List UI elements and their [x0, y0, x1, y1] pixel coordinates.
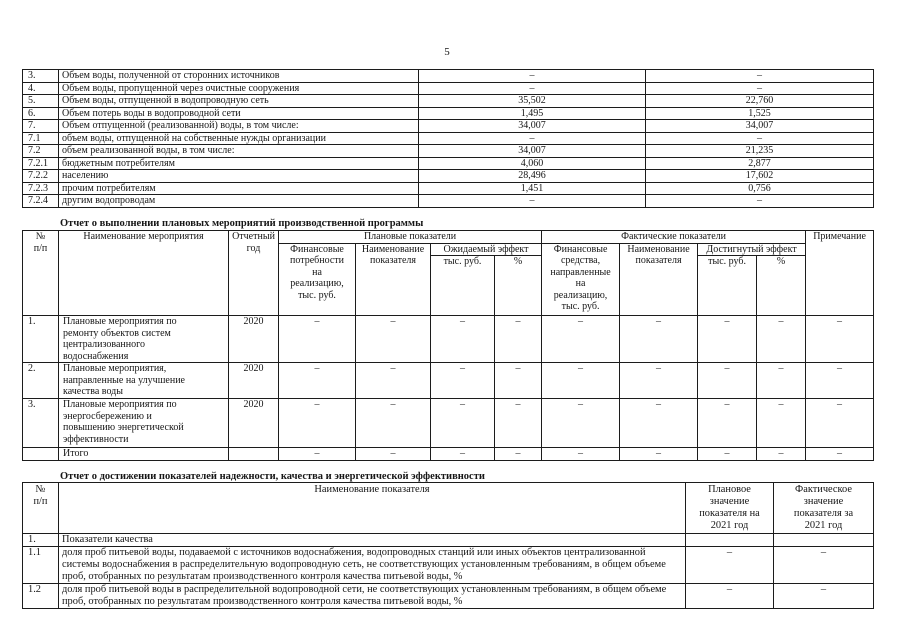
row-number: 2. [23, 363, 59, 399]
value-cell: – [495, 448, 542, 461]
value-cell: – [698, 363, 757, 399]
header-activity-name: Наименование мероприятия [59, 231, 229, 316]
row-number: 7.2.2 [23, 170, 59, 183]
table-row [23, 70, 874, 83]
value-cell: – [542, 363, 620, 399]
total-label: Итого [59, 448, 229, 461]
value-cell: – [542, 399, 620, 448]
value-cell: – [646, 132, 874, 145]
row-number: 6. [23, 107, 59, 120]
row-name: Объем воды, отпущенной в водопроводную сеть [59, 95, 419, 108]
value-cell: – [279, 448, 356, 461]
value-cell: – [806, 316, 874, 363]
value-cell: 34,007 [419, 145, 646, 158]
header-actual-value: Фактическое значение показателя за 2021 год [774, 483, 874, 534]
value-cell: – [757, 448, 806, 461]
value-cell: – [774, 547, 874, 584]
reporting-year: 2020 [229, 316, 279, 363]
table-row [23, 363, 874, 399]
value-cell: 2,877 [646, 157, 874, 170]
value-cell: – [646, 195, 874, 208]
value-cell: – [279, 363, 356, 399]
row-name: Объем отпущенной (реализованной) воды, в том числе: [59, 120, 419, 133]
water-volume-table [22, 69, 874, 208]
value-cell: – [542, 448, 620, 461]
row-number: 1. [23, 534, 59, 547]
indicator-name: доля проб питьевой воды в распределительной водопроводной сети, не соответствующих установленным требованиям, в общем объеме проб, отобранных по результатам производственного контроля качества питьевой воды, % [59, 584, 686, 609]
row-name: Объем потерь воды в водопроводной сети [59, 107, 419, 120]
row-number: 7.2.1 [23, 157, 59, 170]
table-row [23, 132, 874, 145]
value-cell: – [757, 316, 806, 363]
row-name: объем реализованной воды, в том числе: [59, 145, 419, 158]
header-note: Примечание [806, 231, 874, 316]
value-cell: – [279, 399, 356, 448]
value-cell: – [774, 584, 874, 609]
table-row [23, 547, 874, 584]
value-cell: – [686, 584, 774, 609]
table-row [23, 145, 874, 158]
row-number: 1.1 [23, 547, 59, 584]
value-cell: – [279, 316, 356, 363]
section-name: Показатели качества [59, 534, 686, 547]
row-number: 7.2 [23, 145, 59, 158]
header-expected-pct: % [495, 256, 542, 316]
table-row [23, 120, 874, 133]
value-cell: – [686, 547, 774, 584]
header-planned-group: Плановые показатели [279, 231, 542, 244]
row-name: бюджетным потребителям [59, 157, 419, 170]
reporting-year: 2020 [229, 363, 279, 399]
row-number: 7. [23, 120, 59, 133]
table-row [23, 157, 874, 170]
header-reporting-year: Отчетный год [229, 231, 279, 316]
value-cell: 21,235 [646, 145, 874, 158]
value-cell: – [419, 82, 646, 95]
value-cell: – [356, 399, 431, 448]
header-row [23, 483, 874, 534]
value-cell: – [806, 399, 874, 448]
program-activities-table [22, 230, 874, 461]
value-cell: – [757, 363, 806, 399]
program-report-title: Отчет о выполнении плановых мероприятий производственной программы [60, 218, 424, 229]
table-row [23, 399, 874, 448]
value-cell: – [620, 448, 698, 461]
indicator-name: доля проб питьевой воды, подаваемой с источников водоснабжения, водопроводных станций или иных объектов централизованной системы водоснабжения в распределительную водопроводную сеть, не соответствующих установленным требованиям, в общем объеме проб, отобранных по результатам производственного контроля качества питьевой воды, % [59, 547, 686, 584]
value-cell: – [495, 363, 542, 399]
header-row [23, 231, 874, 244]
row-number: 7.2.4 [23, 195, 59, 208]
table-row [23, 195, 874, 208]
table-row [23, 170, 874, 183]
header-number: № п/п [23, 483, 59, 534]
value-cell: – [542, 316, 620, 363]
header-planned-value: Плановое значение показателя на 2021 год [686, 483, 774, 534]
table-row [23, 107, 874, 120]
value-cell: – [356, 316, 431, 363]
row-number: 7.2.3 [23, 182, 59, 195]
value-cell: – [356, 448, 431, 461]
row-name: Объем воды, пропущенной через очистные сооружения [59, 82, 419, 95]
value-cell: – [698, 316, 757, 363]
value-cell: 28,496 [419, 170, 646, 183]
row-name: Объем воды, полученной от сторонних источников [59, 70, 419, 83]
value-cell: 1,525 [646, 107, 874, 120]
row-name: другим водопроводам [59, 195, 419, 208]
activity-name: Плановые мероприятия по ремонту объектов систем централизованного водоснабжения [59, 316, 229, 363]
header-expected-rub: тыс. руб. [431, 256, 495, 316]
value-cell: – [431, 363, 495, 399]
table-row [23, 584, 874, 609]
activity-name: Плановые мероприятия по энергосбережению и повышению энергетической эффективности [59, 399, 229, 448]
page-number: 5 [444, 46, 450, 58]
indicators-table [22, 482, 874, 609]
header-planned-finance: Финансовые потребности на реализацию, тыс. руб. [279, 243, 356, 316]
value-cell: – [698, 448, 757, 461]
value-cell: 1,495 [419, 107, 646, 120]
header-indicator-name: Наименование показателя [59, 483, 686, 534]
value-cell: 34,007 [419, 120, 646, 133]
row-name: объем воды, отпущенной на собственные нужды организации [59, 132, 419, 145]
value-cell: – [495, 316, 542, 363]
value-cell: 35,502 [419, 95, 646, 108]
value-cell: – [620, 363, 698, 399]
value-cell: – [419, 132, 646, 145]
value-cell: 0,756 [646, 182, 874, 195]
header-actual-indicator: Наименование показателя [620, 243, 698, 316]
value-cell: – [419, 70, 646, 83]
row-name: прочим потребителям [59, 182, 419, 195]
header-expected-effect: Ожидаемый эффект [431, 243, 542, 256]
table-row [23, 95, 874, 108]
value-cell: – [806, 363, 874, 399]
value-cell: 22,760 [646, 95, 874, 108]
row-number: 4. [23, 82, 59, 95]
value-cell: – [431, 316, 495, 363]
table-row [23, 82, 874, 95]
row-number: 1. [23, 316, 59, 363]
header-achieved-rub: тыс. руб. [698, 256, 757, 316]
header-achieved-pct: % [757, 256, 806, 316]
value-cell: – [698, 399, 757, 448]
header-number: № п/п [23, 231, 59, 316]
value-cell: – [620, 399, 698, 448]
row-number: 3. [23, 70, 59, 83]
value-cell: – [419, 195, 646, 208]
header-actual-group: Фактические показатели [542, 231, 806, 244]
row-number: 7.1 [23, 132, 59, 145]
value-cell: 1,451 [419, 182, 646, 195]
indicators-report-title: Отчет о достижении показателей надежности, качества и энергетической эффективности [60, 471, 485, 482]
activity-name: Плановые мероприятия, направленные на улучшение качества воды [59, 363, 229, 399]
value-cell: – [431, 399, 495, 448]
value-cell: – [757, 399, 806, 448]
value-cell: 17,602 [646, 170, 874, 183]
value-cell: – [646, 82, 874, 95]
value-cell [774, 534, 874, 547]
value-cell: – [620, 316, 698, 363]
section-row [23, 534, 874, 547]
value-cell [686, 534, 774, 547]
row-name: населению [59, 170, 419, 183]
value-cell: – [431, 448, 495, 461]
row-number: 3. [23, 399, 59, 448]
value-cell: 4,060 [419, 157, 646, 170]
value-cell: – [495, 399, 542, 448]
header-actual-finance: Финансовые средства, направленные на реализацию, тыс. руб. [542, 243, 620, 316]
header-planned-indicator: Наименование показателя [356, 243, 431, 316]
value-cell: – [646, 70, 874, 83]
table-row [23, 182, 874, 195]
row-number: 5. [23, 95, 59, 108]
total-row [23, 448, 874, 461]
table-row [23, 316, 874, 363]
reporting-year [229, 448, 279, 461]
row-number [23, 448, 59, 461]
reporting-year: 2020 [229, 399, 279, 448]
value-cell: 34,007 [646, 120, 874, 133]
value-cell: – [356, 363, 431, 399]
value-cell: – [806, 448, 874, 461]
row-number: 1.2 [23, 584, 59, 609]
header-achieved-effect: Достигнутый эффект [698, 243, 806, 256]
